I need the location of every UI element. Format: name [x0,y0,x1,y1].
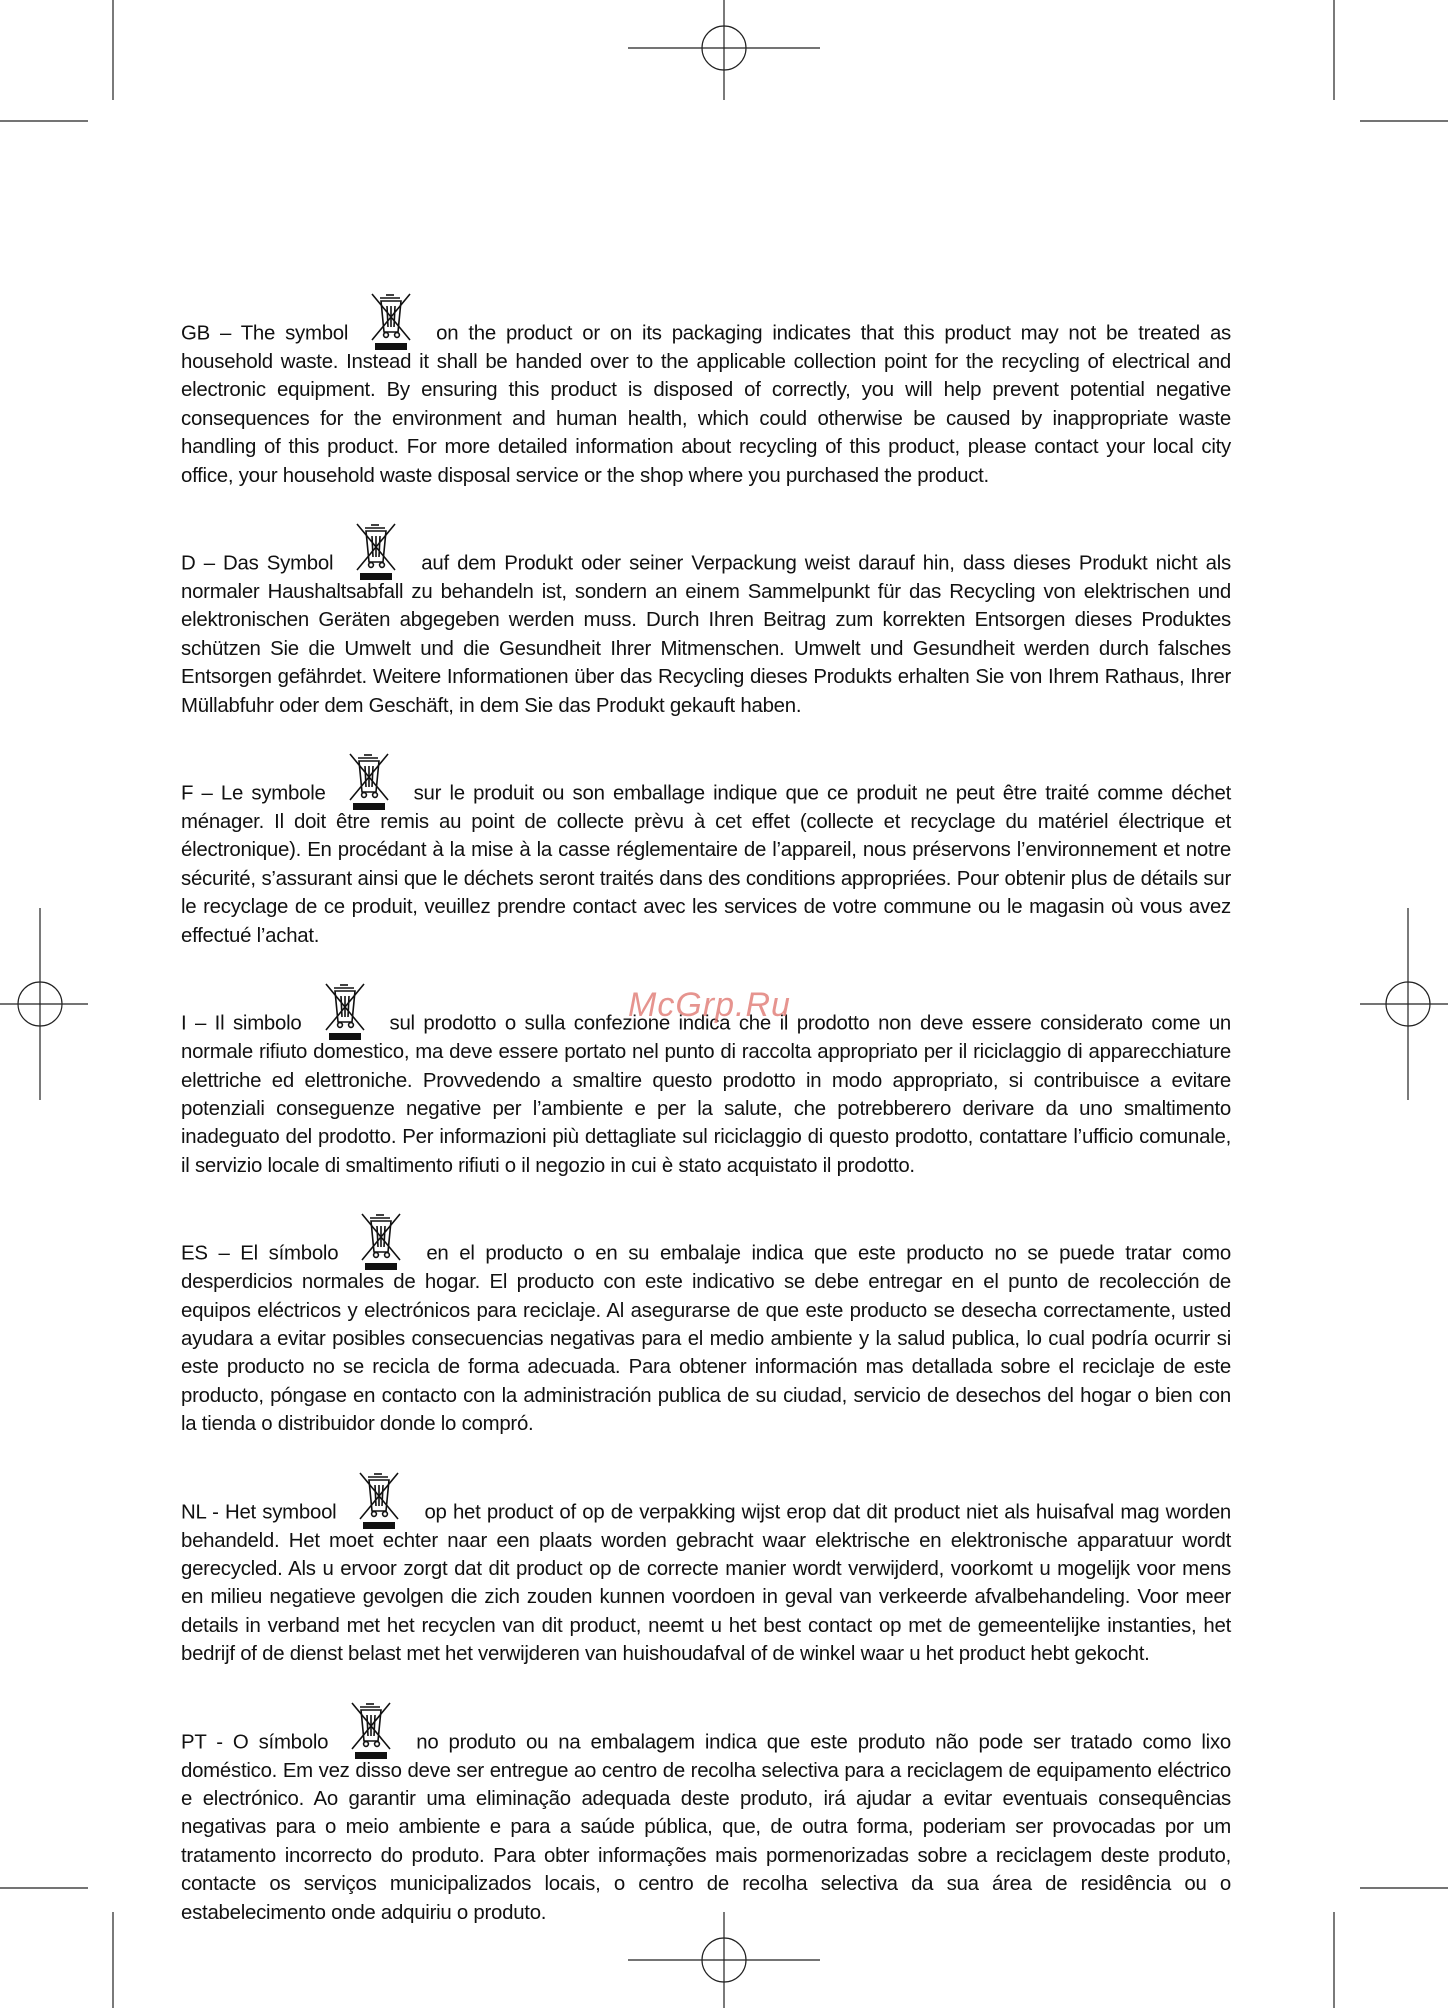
paragraph-lead: PT - O símbolo [181,1731,329,1754]
paragraph-body: sur le produit ou son emballage indique que ce produit ne peut être traité comme déchet ménager. Il doit être remis au point de collecte prèvu à cet effet (collecte et recyclage du matériel électrique et électronique). En procédant à la mise à la casse réglementaire de l’appareil, nous préservons l’environnement et notre sécurité, s’assurant ainsi que le déchets seront traités dans des conditions appropriées. Pour obtenir plus de détails sur le recyclage de ce produit, veuillez prendre contact avec les services de votre commune ou le magasin où vous avez effectué l’achat. [181,782,1232,947]
watermark: McGrp.Ru [628,986,791,1024]
recycling-notice [181,288,1231,1955]
paragraph-body: no produto ou na embalagem indica que este produto não pode ser tratado como lixo doméstico. Em vez disso deve ser entregue ao centro de recolha selectiva para a reciclagem de equipamento eléctrico e electrónico. Ao garantir uma eliminação adequada deste produto, irá ajudar a evitar eventuais consequências negativas para o meio ambiente e para a saúde pública, que, de outra forma, poderiam ser provocadas por um tratamento incorrecto do produto. Para obter informações mais pormenorizadas sobre a reciclagem deste produto, contacte os serviços municipalizados locais, o centro de recolha selectiva da sua área de residência ou o estabelecimento onde adquiriu o produto. [181,1731,1231,1924]
crossed-out-wheelie-bin-icon [354,1471,402,1531]
paragraph-lead: GB – The symbol [181,322,349,345]
paragraph-f [181,748,1231,950]
paragraph-body: en el producto o en su embalaje indica que este producto no se puede tratar como desperdicios normales de hogar. El producto con este indicativo se debe entregar en el punto de recolección de equipos eléctricos y electrónicos para reciclaje. Al asegurarse de que este producto se desecha correctamente, usted ayudara a evitar posibles consecuencias negativas para el medio ambiente y la salud publica, lo cual podría ocurrir si este producto no se recicla de forma adecuada. Para obtener información mas detallada sobre el reciclaje de este producto, póngase en contacto con la administración publica de su ciudad, servicio de desechos del hogar o bien con la tienda o distribuidor donde lo compró. [181,1242,1231,1436]
paragraph-nl [181,1467,1231,1669]
paragraph-lead: D – Das Symbol [181,552,334,575]
paragraph-lead: F – Le symbole [181,782,326,805]
paragraph-body: on the product or on its packaging indicates that this product may not be treated as household waste. Instead it shall be handed over to the applicable collection point for the recycling of electrical and electronic equipment. By ensuring this product is disposed of correctly, you will help prevent potential negative consequences for the environment and human health, which could otherwise be caused by inappropriate waste handling of this product. For more detailed information about recycling of this product, please contact your local city office, your household waste disposal service or the shop where you purchased the product. [181,322,1231,487]
paragraph-d [181,518,1231,720]
crossed-out-wheelie-bin-icon [344,752,392,812]
paragraph-body: auf dem Produkt oder seiner Verpackung weist darauf hin, dass dieses Produkt nicht als normaler Haushaltsabfall zu behandeln ist, sondern an einem Sammelpunkt für das Recycling von elektrischen und elektronischen Geräten abgegeben werden muss. Durch Ihren Beitrag zum korrekten Entsorgen dieses Produktes schützen Sie die Umwelt und die Gesundheit Ihrer Mitmenschen. Umwelt und Gesundheit werden durch falsches Entsorgen gefährdet. Weitere Informationen über das Recycling dieses Produkts erhalten Sie von Ihrem Rathaus, Ihrer Müllabfuhr oder dem Geschäft, in dem Sie das Produkt gekauft haben. [181,552,1231,717]
crossed-out-wheelie-bin-icon [366,292,414,352]
paragraph-body: op het product of op de verpakking wijst erop dat dit product niet als huisafval mag worden behandeld. Het moet echter naar een plaats worden gebracht waar elektrische en elektronische apparatuur wordt gerecycled. Als u ervoor zorgt dat dit product op de correcte manier wordt verwijderd, voorkomt u mogelijk voor mens en milieu negatieve gevolgen die zich zouden kunnen voordoen in geval van verkeerde afvalbehandeling. Voor meer details in verband met het recyclen van dit product, neemt u het best contact op met de gemeentelijke instanties, het bedrijf of de dienst belast met het verwijderen van huishoudafval of de winkel waar u het product hebt gekocht. [181,1501,1232,1666]
crossed-out-wheelie-bin-icon [346,1701,394,1761]
paragraph-lead: ES – El símbolo [181,1242,339,1265]
paragraph-gb [181,288,1231,490]
crossed-out-wheelie-bin-icon [351,522,399,582]
paragraph-lead: NL - Het symbool [181,1501,337,1524]
paragraph-lead: I – Il simbolo [181,1012,302,1035]
paragraph-body: sul prodotto o sulla confezione indica che il prodotto non deve essere considerato come un normale rifiuto domestico, ma deve essere portato nel punto di raccolta appropriato per il riciclaggio di apparecchiature elettriche ed elettroniche. Provvedendo a smaltire questo prodotto in modo appropriato, si contribuisce a evitare potenziali conseguenze negative per l’ambiente e per la salute, che potrebberero derivare da uno smaltimento inadeguato del prodotto. Per informazioni più dettagliate sul riciclaggio di questo prodotto, contattare l’ufficio comunale, il servizio locale di smaltimento rifiuti o il negozio in cui è stato acquistato il prodotto. [181,1012,1231,1177]
crossed-out-wheelie-bin-icon [320,982,368,1042]
crossed-out-wheelie-bin-icon [356,1212,404,1272]
paragraph-pt [181,1697,1231,1927]
paragraph-es [181,1208,1231,1438]
